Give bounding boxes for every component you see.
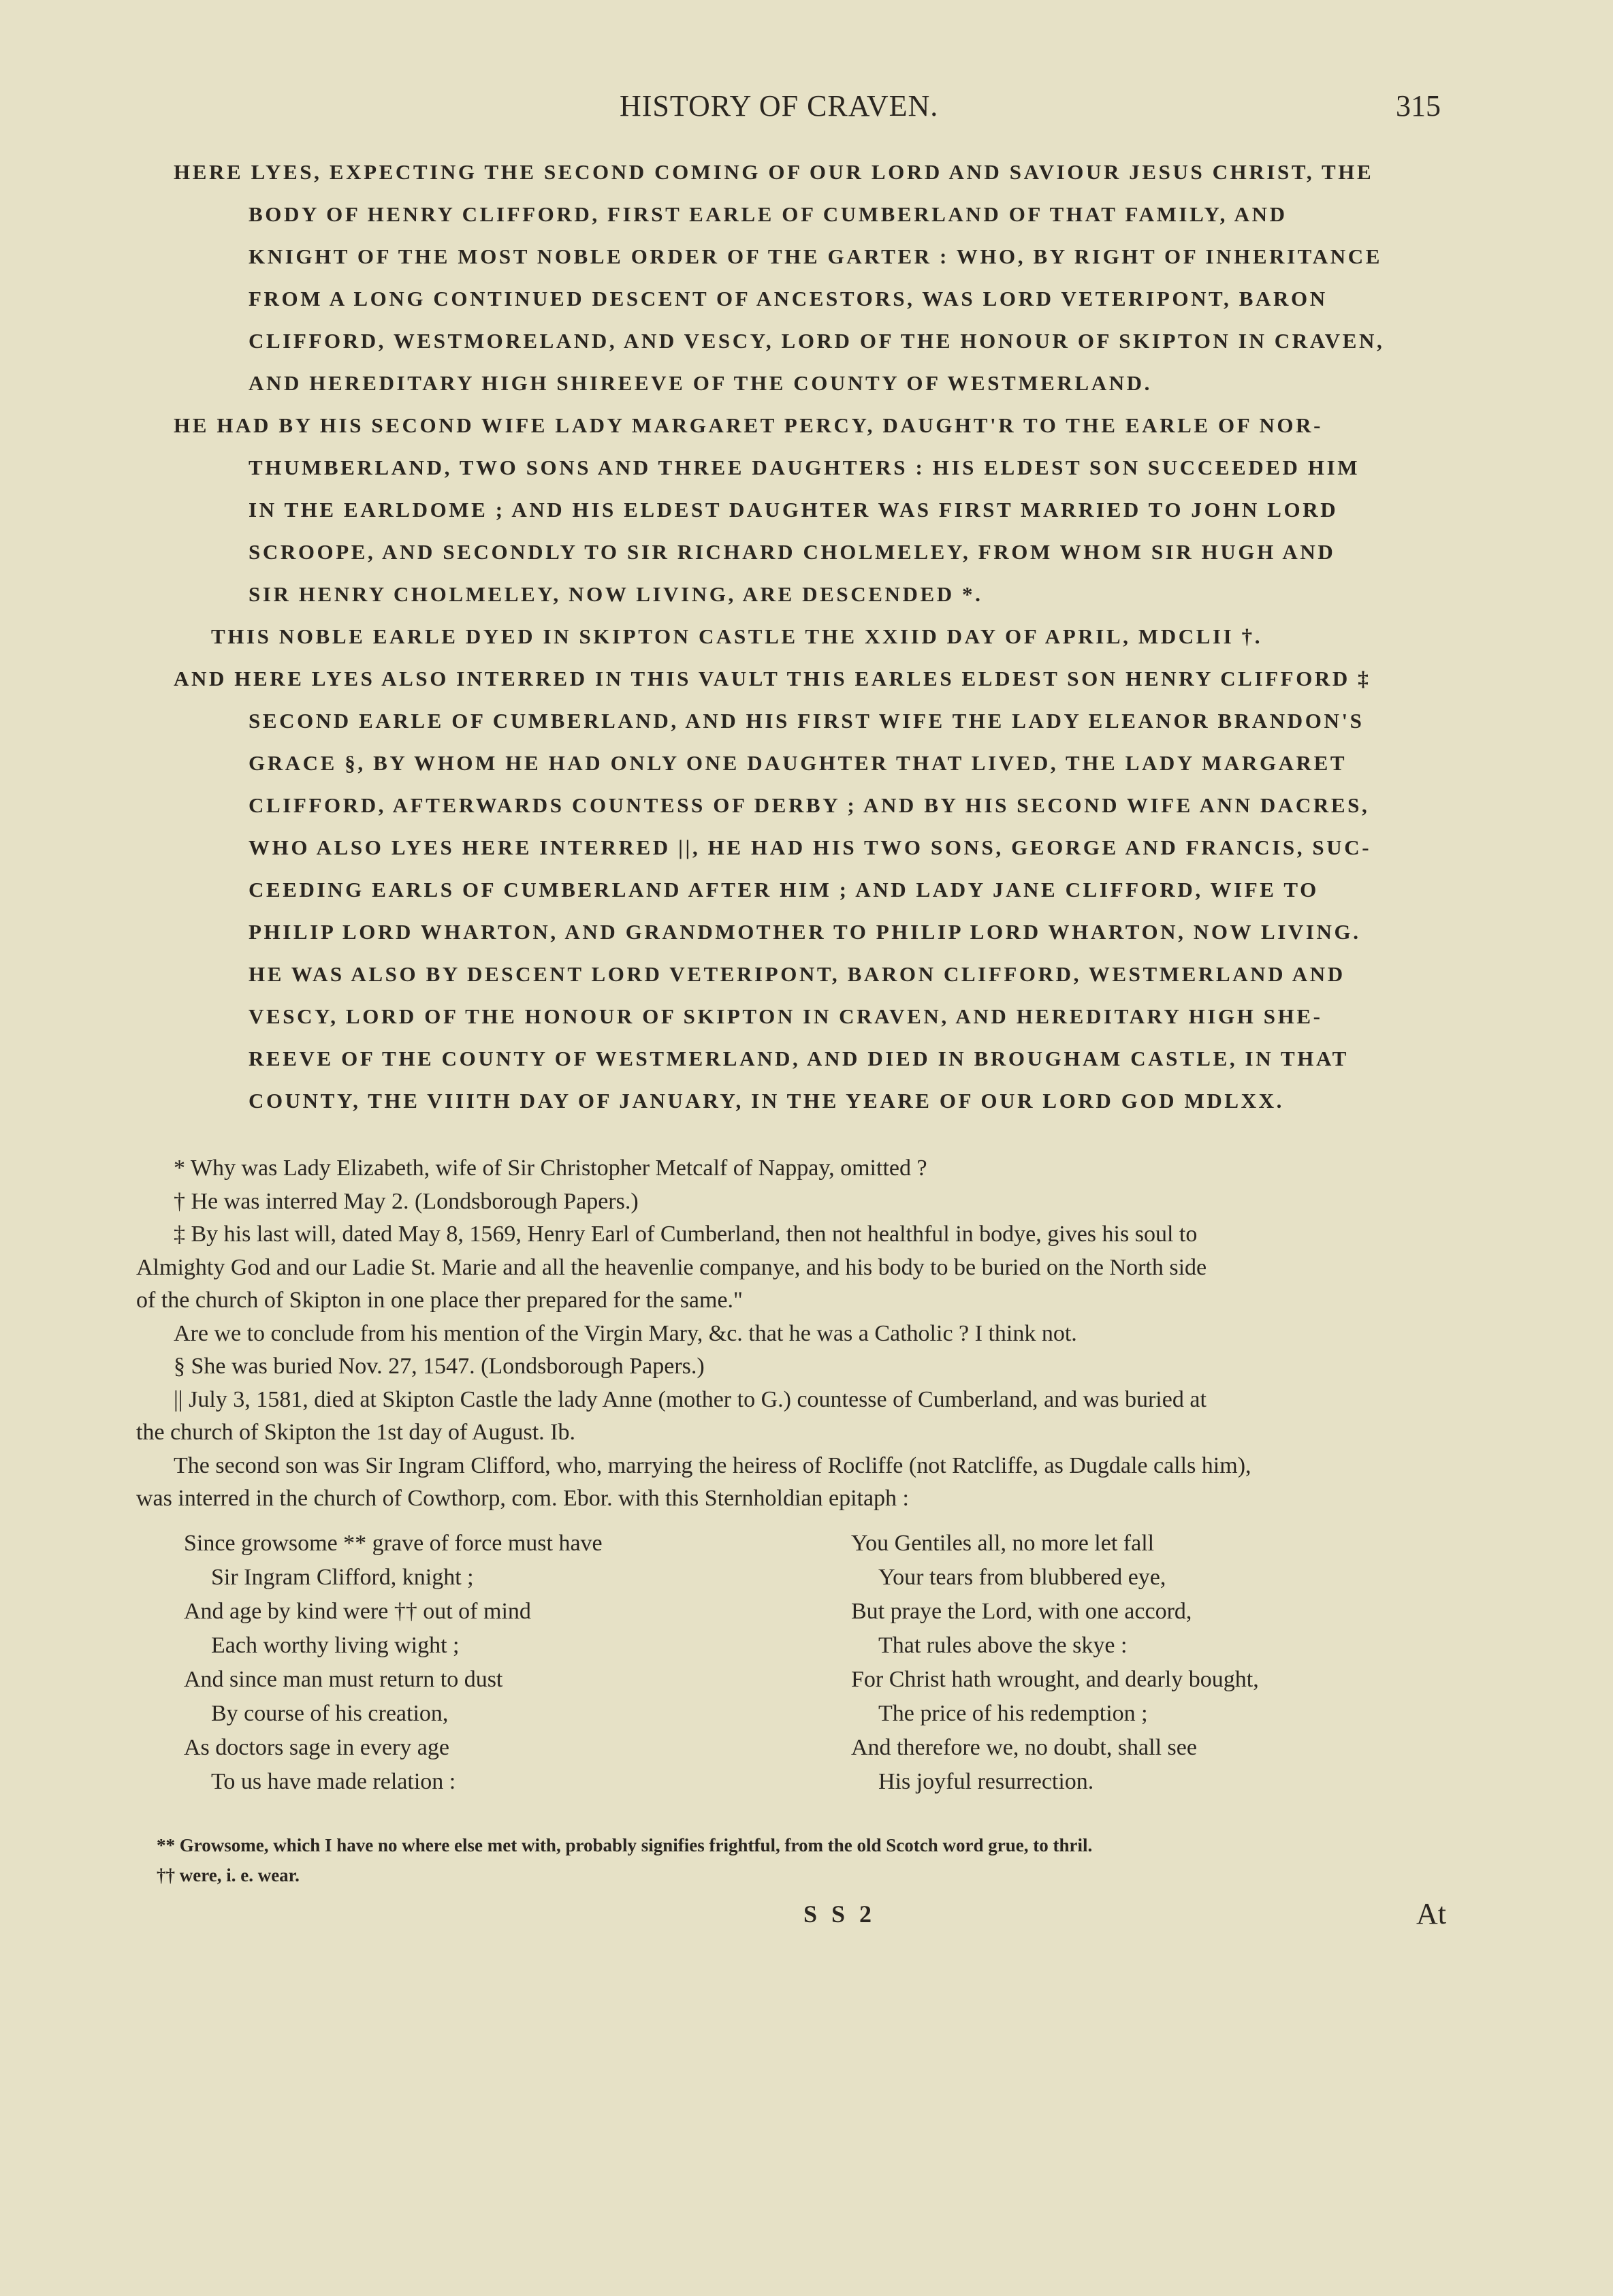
epitaph-line: AND HEREDITARY HIGH SHIREEVE OF THE COUNTY OF WESTMERLAND. xyxy=(249,371,1153,395)
poem-line: Each worthy living wight ; xyxy=(211,1633,460,1658)
sternholdian-epitaph-poem xyxy=(184,1527,1464,1813)
poem-line: And age by kind were †† out of mind xyxy=(184,1599,531,1624)
poem-line: For Christ hath wrought, and dearly bought, xyxy=(851,1667,1259,1692)
signature-mark: S S 2 xyxy=(803,1900,876,1928)
epitaph-line: AND HERE LYES ALSO INTERRED IN THIS VAULT THIS EARLES ELDEST SON HENRY CLIFFORD ‡ xyxy=(174,667,1371,690)
epitaph-line: HE HAD BY HIS SECOND WIFE LADY MARGARET PERCY, DAUGHT'R TO THE EARLE OF NOR- xyxy=(174,413,1324,437)
note-line: * Why was Lady Elizabeth, wife of Sir Christopher Metcalf of Nappay, omitted ? xyxy=(174,1155,927,1181)
epitaph-inscription xyxy=(170,151,1471,1122)
notes-section xyxy=(136,1152,1471,1516)
epitaph-line: FROM A LONG CONTINUED DESCENT OF ANCESTORS, WAS LORD VETERIPONT, BARON xyxy=(249,287,1328,310)
footnote: †† were, i. e. wear. xyxy=(157,1865,300,1885)
poem-line: By course of his creation, xyxy=(211,1701,449,1726)
page-number: 315 xyxy=(1396,89,1441,123)
epitaph-line: SIR HENRY CHOLMELEY, NOW LIVING, ARE DESCENDED *. xyxy=(249,582,983,606)
note-line: Are we to conclude from his mention of the Virgin Mary, &c. that he was a Catholic ? I think not. xyxy=(174,1320,1077,1346)
note-line: ‡ By his last will, dated May 8, 1569, Henry Earl of Cumberland, then not healthful in bodye, gives his soul to xyxy=(174,1222,1198,1247)
running-head xyxy=(0,89,1613,129)
note-line: The second son was Sir Ingram Clifford, who, marrying the heiress of Rocliffe (not Ratcliffe, as Dugdale calls him), xyxy=(174,1452,1251,1478)
epitaph-line: HERE LYES, EXPECTING THE SECOND COMING OF OUR LORD AND SAVIOUR JESUS CHRIST, THE xyxy=(174,160,1374,184)
poem-line: But praye the Lord, with one accord, xyxy=(851,1599,1192,1624)
note-line: † He was interred May 2. (Londsborough Papers.) xyxy=(174,1188,639,1214)
note-line: || July 3, 1581, died at Skipton Castle the lady Anne (mother to G.) countesse of Cumberland, and was buried at xyxy=(174,1386,1207,1412)
epitaph-line: CEEDING EARLS OF CUMBERLAND AFTER HIM ; AND LADY JANE CLIFFORD, WIFE TO xyxy=(249,878,1319,902)
poem-line: As doctors sage in every age xyxy=(184,1735,449,1760)
epitaph-line: COUNTY, THE VIIITH DAY OF JANUARY, IN THE YEARE OF OUR LORD GOD MDLXX. xyxy=(249,1089,1284,1113)
poem-line: And since man must return to dust xyxy=(184,1667,503,1692)
footnotes xyxy=(157,1830,1450,1890)
epitaph-line: CLIFFORD, WESTMORELAND, AND VESCY, LORD OF THE HONOUR OF SKIPTON IN CRAVEN, xyxy=(249,329,1385,353)
note-line: of the church of Skipton in one place ther prepared for the same." xyxy=(136,1288,743,1313)
epitaph-line: PHILIP LORD WHARTON, AND GRANDMOTHER TO PHILIP LORD WHARTON, NOW LIVING. xyxy=(249,920,1361,944)
epitaph-line: GRACE §, BY WHOM HE HAD ONLY ONE DAUGHTER THAT LIVED, THE LADY MARGARET xyxy=(249,751,1347,775)
epitaph-line: SCROOPE, AND SECONDLY TO SIR RICHARD CHOLMELEY, FROM WHOM SIR HUGH AND xyxy=(249,540,1336,564)
epitaph-line: HE WAS ALSO BY DESCENT LORD VETERIPONT, BARON CLIFFORD, WESTMERLAND AND xyxy=(249,962,1345,986)
epitaph-line: THIS NOBLE EARLE DYED IN SKIPTON CASTLE THE XXIID DAY OF APRIL, MDCLII †. xyxy=(211,624,1263,648)
note-line: was interred in the church of Cowthorp, com. Ebor. with this Sternholdian epitaph : xyxy=(136,1486,909,1511)
poem-line: To us have made relation : xyxy=(211,1769,456,1794)
note-line: § She was buried Nov. 27, 1547. (Londsborough Papers.) xyxy=(174,1354,705,1379)
note-line: Almighty God and our Ladie St. Marie and all the heavenlie companye, and his body to be buried on the North side xyxy=(136,1254,1207,1280)
epitaph-line: REEVE OF THE COUNTY OF WESTMERLAND, AND DIED IN BROUGHAM CASTLE, IN THAT xyxy=(249,1047,1349,1070)
poem-line: That rules above the skye : xyxy=(878,1633,1128,1658)
page-title: HISTORY OF CRAVEN. xyxy=(620,89,939,123)
poem-line: You Gentiles all, no more let fall xyxy=(851,1531,1155,1556)
epitaph-line: VESCY, LORD OF THE HONOUR OF SKIPTON IN CRAVEN, AND HEREDITARY HIGH SHE- xyxy=(249,1004,1323,1028)
poem-line: Your tears from blubbered eye, xyxy=(878,1565,1166,1590)
poem-line: His joyful resurrection. xyxy=(878,1769,1094,1794)
epitaph-line: BODY OF HENRY CLIFFORD, FIRST EARLE OF CUMBERLAND OF THAT FAMILY, AND xyxy=(249,202,1288,226)
note-line: the church of Skipton the 1st day of August. Ib. xyxy=(136,1420,575,1445)
epitaph-line: KNIGHT OF THE MOST NOBLE ORDER OF THE GARTER : WHO, BY RIGHT OF INHERITANCE xyxy=(249,244,1383,268)
poem-left-column xyxy=(184,1527,797,1799)
epitaph-line: SECOND EARLE OF CUMBERLAND, AND HIS FIRST WIFE THE LADY ELEANOR BRANDON'S xyxy=(249,709,1364,733)
epitaph-line: IN THE EARLDOME ; AND HIS ELDEST DAUGHTER WAS FIRST MARRIED TO JOHN LORD xyxy=(249,498,1339,522)
epitaph-line: CLIFFORD, AFTERWARDS COUNTESS OF DERBY ; AND BY HIS SECOND WIFE ANN DACRES, xyxy=(249,793,1370,817)
poem-line: The price of his redemption ; xyxy=(878,1701,1148,1726)
epitaph-line: WHO ALSO LYES HERE INTERRED ||, HE HAD HIS TWO SONS, GEORGE AND FRANCIS, SUC- xyxy=(249,835,1372,859)
catchword: At xyxy=(1416,1897,1446,1930)
poem-line: And therefore we, no doubt, shall see xyxy=(851,1735,1197,1760)
poem-line: Since growsome ** grave of force must have xyxy=(184,1531,603,1556)
footnote: ** Growsome, which I have no where else met with, probably signifies frightful, from the old Scotch word grue, to thril. xyxy=(157,1835,1093,1855)
poem-line: Sir Ingram Clifford, knight ; xyxy=(211,1565,474,1590)
epitaph-line: THUMBERLAND, TWO SONS AND THREE DAUGHTERS : HIS ELDEST SON SUCCEEDED HIM xyxy=(249,456,1360,479)
poem-right-column xyxy=(851,1527,1464,1799)
